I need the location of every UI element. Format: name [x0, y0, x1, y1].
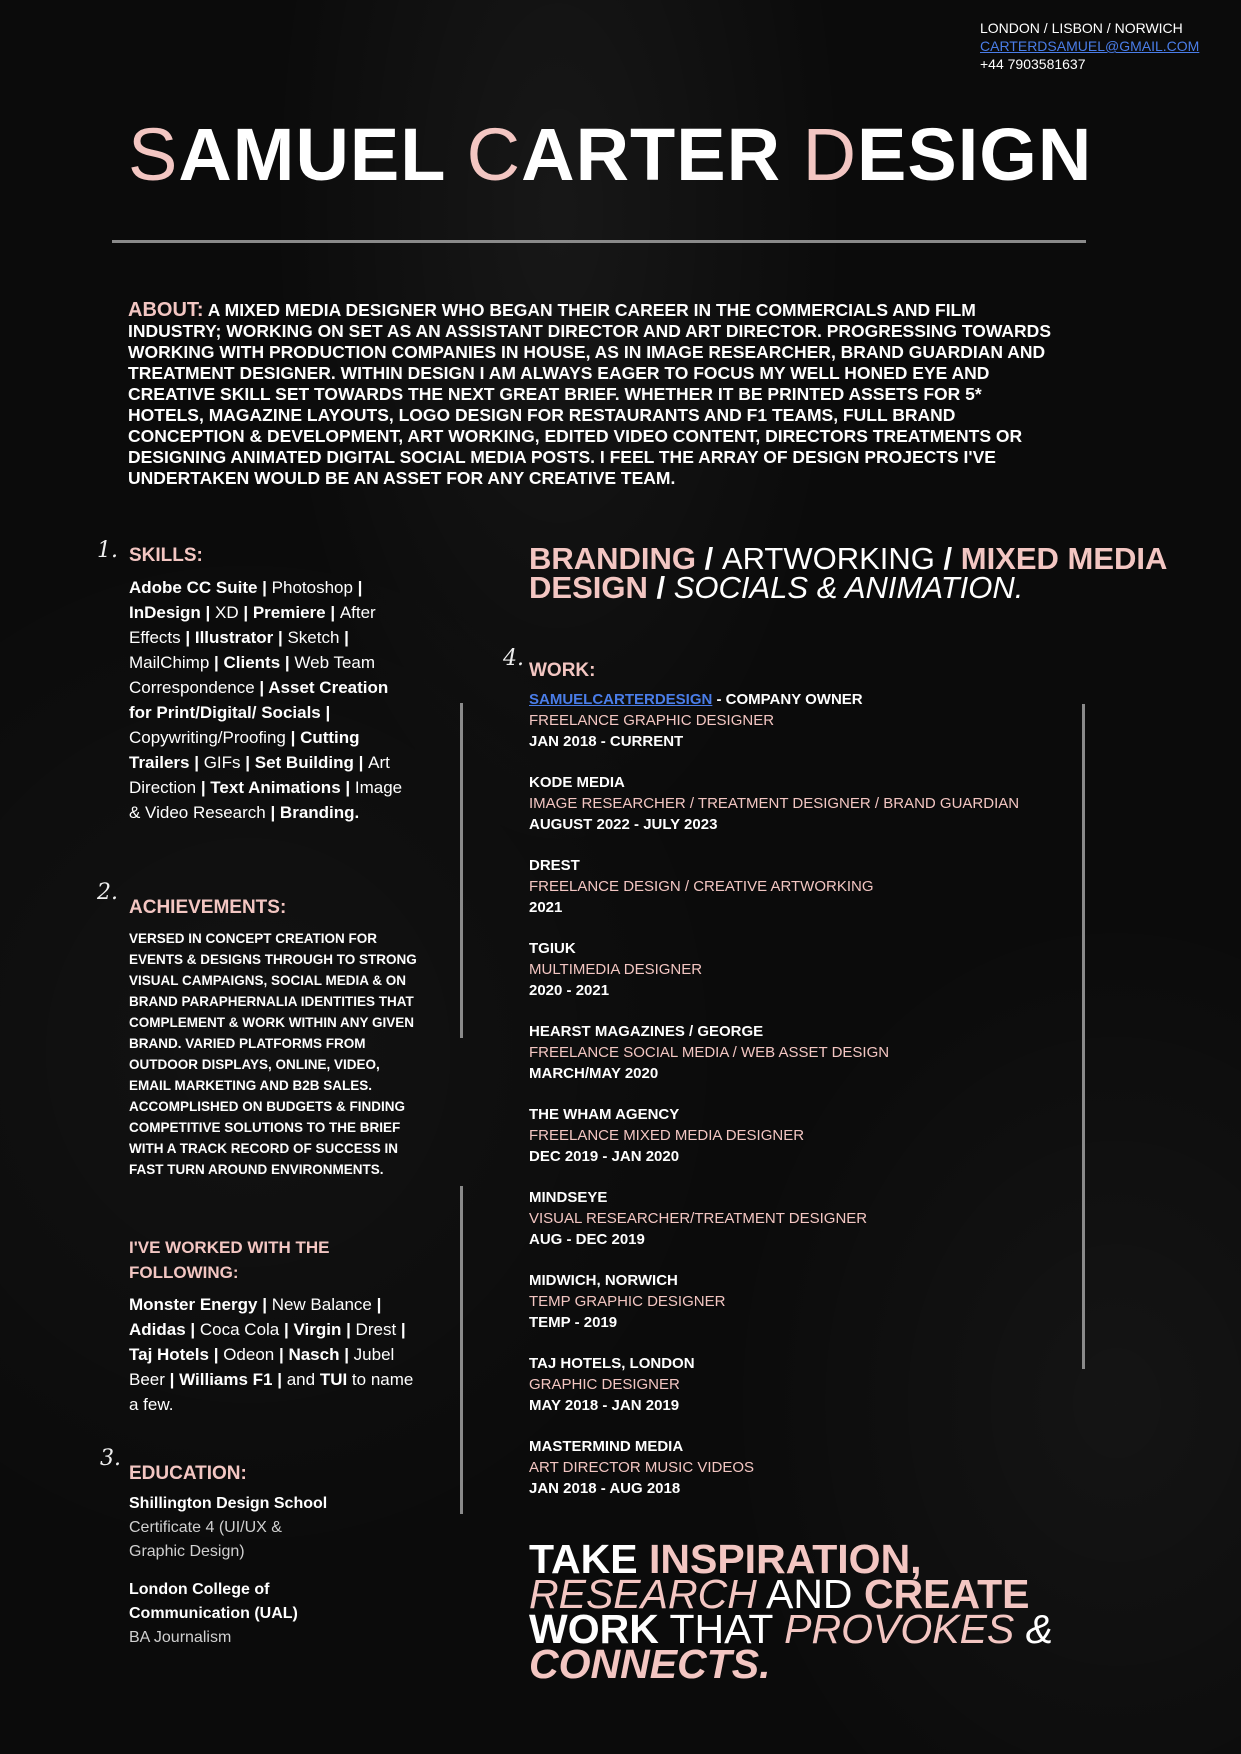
education-cert-1: Certificate 4 (UI/UX & Graphic Design) — [129, 1519, 282, 1560]
skill-item: Branding. — [279, 803, 360, 822]
skills-list — [129, 575, 409, 825]
contact-location: LONDON / LISBON / NORWICH — [980, 20, 1183, 36]
skill-item: | — [240, 753, 255, 772]
work-entry — [529, 1271, 1049, 1354]
page-title — [128, 112, 1092, 198]
skill-item: Cutting Trailers — [129, 728, 360, 772]
work-role: ART DIRECTOR MUSIC VIDEOS — [529, 1459, 755, 1476]
skill-item: XD — [215, 603, 239, 622]
title-letter-c: C — [466, 113, 522, 196]
education-school-2: London College of Communication (UAL) — [129, 1581, 298, 1622]
education-school-1: Shillington Design School — [129, 1495, 328, 1512]
achievements-text: VERSED IN CONCEPT CREATION FOR EVENTS & DESIGNS THROUGH TO STRONG VISUAL CAMPAIGNS, SOCIAL MEDIA & ON BRAND PARAPHERNALIA IDENTITIES THAT COMPLEMENT & WORK WITHIN ANY GIVEN BRAND. VARIED PLATFORMS FROM OUTDOOR DISPLAYS, ONLINE, VIDEO, EMAIL MARKETING AND B2B SALES. ACCOMPLISHED ON BUDGETS & FINDING COMPETITIVE SOLUTIONS TO THE BRIEF WITH A TRACK RECORD OF SUCCESS IN FAST TURN AROUND ENVIRONMENTS. — [129, 931, 417, 1177]
title-word-samuel: AMUEL — [178, 113, 467, 196]
tagline-connects: CONNECTS. — [529, 1641, 771, 1687]
tagline-inspiration: INSPIRATION, — [648, 1536, 922, 1582]
client-item: Drest — [355, 1320, 397, 1339]
skill-item: | — [257, 578, 272, 597]
specialties-headline — [529, 541, 1169, 605]
work-role: TEMP GRAPHIC DESIGNER — [529, 1293, 726, 1310]
work-company: TAJ HOTELS, LONDON — [529, 1355, 695, 1372]
section-number-4: 4. — [503, 646, 524, 671]
client-item: | — [257, 1295, 272, 1314]
tagline-ampersand: & — [1025, 1606, 1054, 1652]
left-divider-top — [460, 703, 463, 1038]
skill-item: | — [200, 603, 215, 622]
work-dates: MAY 2018 - JAN 2019 — [529, 1397, 680, 1414]
skill-item: | — [280, 653, 295, 672]
skill-item: After Effects — [129, 603, 376, 647]
work-entry — [529, 1105, 1049, 1188]
client-item: | — [371, 1295, 382, 1314]
skill-item: Art Direction — [129, 753, 390, 797]
skill-item: Image & Video Research — [129, 778, 403, 822]
work-role: FREELANCE DESIGN / CREATIVE ARTWORKING — [529, 878, 874, 895]
client-item: Williams F1 — [179, 1370, 273, 1389]
work-role: GRAPHIC DESIGNER — [529, 1376, 680, 1393]
tagline-create: CREATE — [863, 1571, 1030, 1617]
client-item: | — [339, 1345, 354, 1364]
work-entry — [529, 1354, 1049, 1437]
skill-item: | — [196, 778, 211, 797]
skill-item: Text Animations — [210, 778, 341, 797]
skills-heading: SKILLS: — [129, 545, 203, 566]
client-item: Jubel Beer — [129, 1345, 395, 1389]
work-company-title: - COMPANY OWNER — [712, 691, 863, 708]
work-role: IMAGE RESEARCHER / TREATMENT DESIGNER / BRAND GUARDIAN — [529, 795, 1020, 812]
left-divider-bottom — [460, 1186, 463, 1514]
work-company: THE WHAM AGENCY — [529, 1106, 680, 1123]
work-company: DREST — [529, 857, 580, 874]
work-entry — [529, 1437, 1049, 1520]
right-divider — [1082, 704, 1085, 1369]
client-item: | — [274, 1345, 289, 1364]
section-number-3: 3. — [100, 1446, 121, 1471]
contact-phone: +44 7903581637 — [980, 56, 1086, 72]
skill-item: | — [340, 778, 355, 797]
education-heading: EDUCATION: — [129, 1463, 247, 1484]
work-entry — [529, 1022, 1049, 1105]
headline-sep-2: / — [934, 541, 961, 576]
skill-item: | — [265, 803, 280, 822]
skill-item: Web Team Correspondence — [129, 653, 376, 697]
skill-item: | — [180, 628, 195, 647]
work-entry — [529, 773, 1049, 856]
client-item: Virgin — [293, 1320, 342, 1339]
client-item: Taj Hotels — [129, 1345, 209, 1364]
skill-item: Asset Creation for Print/Digital/ Socials — [129, 678, 389, 722]
work-role: FREELANCE GRAPHIC DESIGNER — [529, 712, 775, 729]
skill-item: Set Building — [254, 753, 354, 772]
section-number-2: 2. — [97, 880, 118, 905]
skill-item: Copywriting/Proofing — [129, 728, 286, 747]
skill-item: | — [209, 653, 224, 672]
education-list — [129, 1492, 419, 1650]
client-item: | — [185, 1320, 200, 1339]
skill-item: Premiere — [252, 603, 326, 622]
section-number-1: 1. — [97, 538, 118, 563]
skill-item: Clients — [223, 653, 281, 672]
title-letter-d: D — [802, 113, 858, 196]
skill-item: | — [273, 628, 288, 647]
work-company: MASTERMIND MEDIA — [529, 1438, 684, 1455]
skill-item: InDesign — [129, 603, 201, 622]
client-item: | — [341, 1320, 356, 1339]
title-divider — [112, 240, 1086, 243]
title-word-design: ESIGN — [857, 113, 1093, 196]
title-letter-s: S — [128, 113, 179, 196]
about-text: A MIXED MEDIA DESIGNER WHO BEGAN THEIR CAREER IN THE COMMERCIALS AND FILM INDUSTRY; WORKING ON SET AS AN ASSISTANT DIRECTOR AND ART DIRECTOR. PROGRESSING TOWARDS WORKING WITH PRODUCTION COMPANIES IN HOUSE, AS IN IMAGE RESEARCHER, BRAND GUARDIAN AND TREATMENT DESIGNER. WITHIN DESIGN I AM ALWAYS EAGER TO FOCUS MY WELL HONED EYE AND CREATIVE SKILL SET TOWARDS THE NEXT GREAT BRIEF. WHETHER IT BE PRINTED ASSETS FOR 5* HOTELS, MAGAZINE LAYOUTS, LOGO DESIGN FOR RESTAURANTS AND F1 TEAMS, FULL BRAND CONCEPTION & DEVELOPMENT, ART WORKING, EDITED VIDEO CONTENT, DIRECTORS TREATMENTS OR DESIGNING ANIMATED DIGITAL SOCIAL MEDIA POSTS. I FEEL THE ARRAY OF DESIGN PROJECTS I'VE UNDERTAKEN WOULD BE AN ASSET FOR ANY CREATIVE TEAM. — [128, 300, 1051, 488]
work-role: FREELANCE SOCIAL MEDIA / WEB ASSET DESIGN — [529, 1044, 890, 1061]
work-dates: 2020 - 2021 — [529, 982, 610, 999]
work-dates: AUGUST 2022 - JULY 2023 — [529, 816, 718, 833]
work-dates: AUG - DEC 2019 — [529, 1231, 645, 1248]
work-role: VISUAL RESEARCHER/TREATMENT DESIGNER — [529, 1210, 868, 1227]
worked-with-heading: I'VE WORKED WITH THE FOLLOWING: — [129, 1238, 330, 1282]
work-dates: JAN 2018 - AUG 2018 — [529, 1480, 681, 1497]
client-item: to name a few. — [129, 1370, 414, 1414]
work-entry — [529, 856, 1049, 939]
work-entry — [529, 939, 1049, 1022]
work-role: MULTIMEDIA DESIGNER — [529, 961, 703, 978]
work-dates: MARCH/MAY 2020 — [529, 1065, 659, 1082]
skill-item: | — [238, 603, 253, 622]
work-company: MIDWICH, NORWICH — [529, 1272, 678, 1289]
work-dates: DEC 2019 - JAN 2020 — [529, 1148, 680, 1165]
work-dates: 2021 — [529, 899, 563, 916]
work-list — [529, 690, 1049, 1520]
worked-with-list — [129, 1292, 419, 1417]
tagline-take: TAKE — [529, 1536, 638, 1582]
skill-item: | — [189, 753, 204, 772]
skill-item: MailChimp — [129, 653, 210, 672]
tagline-research: RESEARCH — [529, 1571, 757, 1617]
about-label: ABOUT: — [128, 299, 204, 321]
skill-item: | — [320, 703, 331, 722]
contact-email-link[interactable]: CARTERDSAMUEL@GMAIL.COM — [980, 38, 1200, 54]
work-dates: TEMP - 2019 — [529, 1314, 618, 1331]
skill-item: Photoshop — [271, 578, 353, 597]
skill-item: Illustrator — [194, 628, 274, 647]
client-item: Adidas — [129, 1320, 186, 1339]
work-role: FREELANCE MIXED MEDIA DESIGNER — [529, 1127, 805, 1144]
headline-sep-1: / — [696, 541, 722, 576]
client-item: | — [164, 1370, 180, 1389]
tagline-work: WORK — [529, 1606, 659, 1652]
work-company — [529, 690, 1049, 710]
title-word-carter: ARTER — [521, 113, 803, 196]
work-company-link[interactable]: SAMUELCARTERDESIGN — [529, 691, 713, 708]
headline-branding: BRANDING — [529, 541, 697, 576]
headline-artworking: ARTWORKING — [721, 541, 935, 576]
tagline-provokes: PROVOKES — [784, 1606, 1015, 1652]
client-item: Coca Cola — [199, 1320, 280, 1339]
client-item: Nasch — [288, 1345, 340, 1364]
skill-item: | — [325, 603, 340, 622]
skill-item: | — [352, 578, 363, 597]
education-cert-2: BA Journalism — [129, 1629, 232, 1646]
client-item: TUI — [319, 1370, 348, 1389]
client-item: and — [286, 1370, 320, 1389]
client-item: New Balance — [271, 1295, 372, 1314]
achievements-heading: ACHIEVEMENTS: — [129, 897, 287, 918]
client-item: | — [396, 1320, 406, 1339]
work-company: TGIUK — [529, 940, 576, 957]
work-company: MINDSEYE — [529, 1189, 608, 1206]
skill-item: Sketch — [287, 628, 340, 647]
skill-item: | — [339, 628, 349, 647]
work-heading: WORK: — [529, 660, 596, 681]
client-item: | — [272, 1370, 287, 1389]
headline-sep-3: / — [647, 570, 674, 605]
client-item: | — [279, 1320, 294, 1339]
work-entry — [529, 1188, 1049, 1271]
tagline-that: THAT — [669, 1606, 773, 1652]
skill-item: | — [285, 728, 301, 747]
work-company: KODE MEDIA — [529, 774, 625, 791]
work-company: HEARST MAGAZINES / GEORGE — [529, 1023, 764, 1040]
contact-block — [980, 19, 1199, 73]
client-item: Monster Energy — [129, 1295, 258, 1314]
headline-mixed-media: MIXED MEDIA DESIGN — [529, 541, 1167, 605]
tagline — [529, 1536, 1089, 1687]
skill-item: Adobe CC Suite — [129, 578, 258, 597]
skill-item: GIFs — [203, 753, 241, 772]
work-dates: JAN 2018 - CURRENT — [529, 733, 684, 750]
skill-item: | — [254, 678, 269, 697]
client-item: | — [208, 1345, 224, 1364]
client-item: Odeon — [223, 1345, 275, 1364]
skill-item: | — [353, 753, 369, 772]
headline-socials: SOCIALS & ANIMATION. — [673, 570, 1024, 605]
work-entry — [529, 690, 1049, 773]
about-section — [128, 300, 1058, 489]
tagline-and: AND — [765, 1571, 853, 1617]
